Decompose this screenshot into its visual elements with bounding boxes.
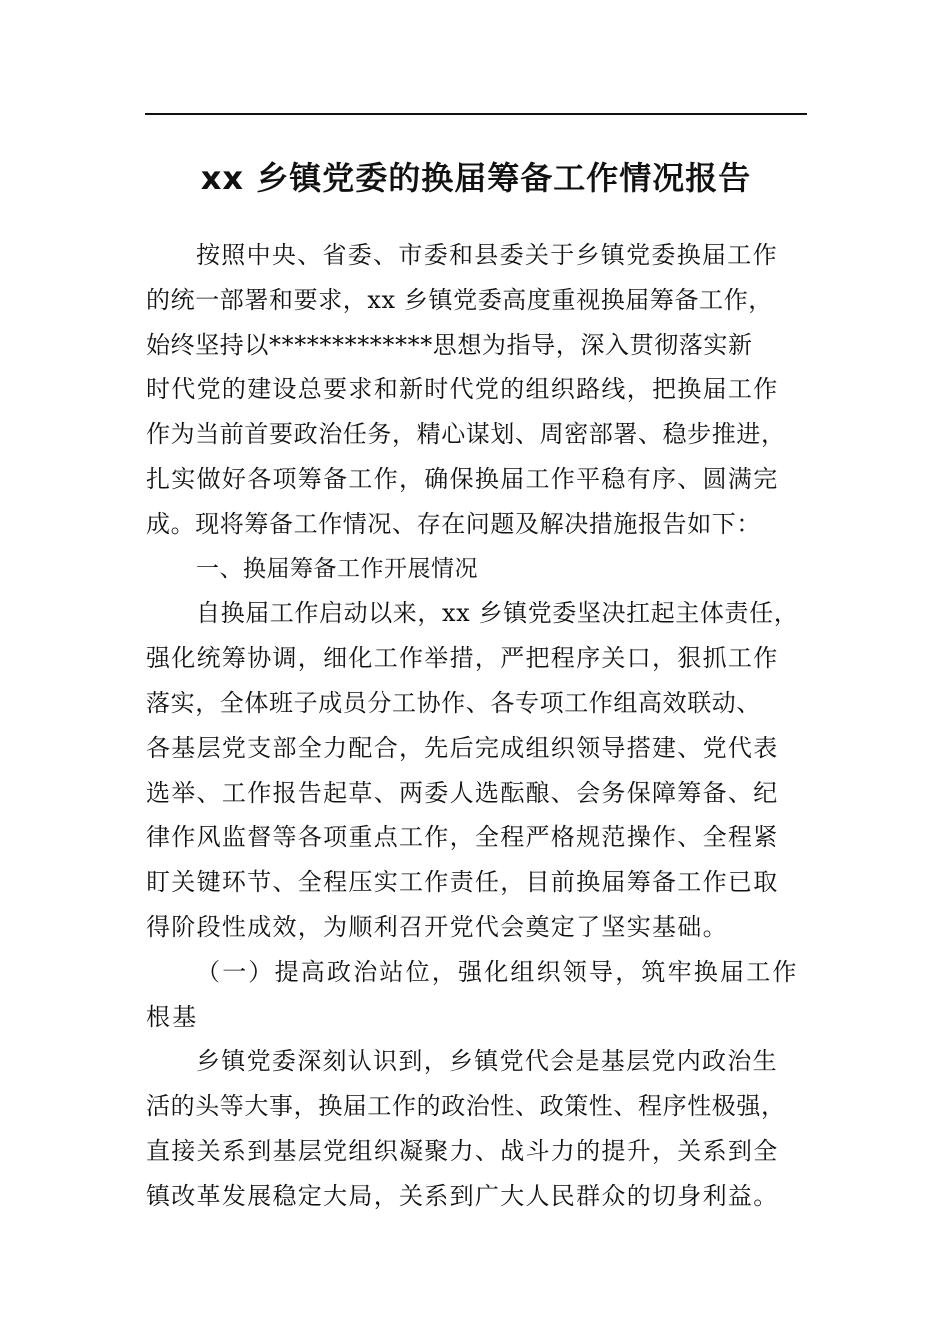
paragraph-line: 扎实做好各项筹备工作，确保换届工作平稳有序、圆满完 [146,464,779,493]
paragraph-line: 成。现将筹备工作情况、存在问题及解决措施报告如下： [146,509,761,538]
paragraph-line: 盯关键环节、全程压实工作责任，目前换届筹备工作已取 [146,868,779,897]
paragraph-line: 强化统筹协调，细化工作举措，严把程序关口，狠抓工作 [146,644,779,673]
paragraph-line: 始终坚持以*************思想为指导，深入贯彻落实新 [146,330,753,359]
paragraph-line: 直接关系到基层党组织凝聚力、战斗力的提升，关系到全 [146,1136,779,1165]
paragraph-line: 作为当前首要政治任务，精心谋划、周密部署、稳步推进， [146,420,786,449]
document-body [146,233,808,1219]
paragraph-line: 落实，全体班子成员分工协作、各专项工作组高效联动、 [146,688,761,717]
section-heading: 一、换届筹备工作开展情况 [196,555,478,582]
paragraph-line: 自换届工作启动以来，xx 乡镇党委坚决扛起主体责任， [196,599,799,628]
paragraph-line: 选举、工作报告起草、两委人选酝酿、会务保障筹备、纪 [146,778,779,807]
paragraph-line: 律作风监督等各项重点工作，全程严格规范操作、全程紧 [146,823,779,852]
header-rule [145,113,807,115]
paragraph-line: 各基层党支部全力配合，先后完成组织领导搭建、党代表 [146,733,779,762]
subsection-heading: （一）提高政治站位，强化组织领导，筑牢换届工作 [196,957,799,986]
paragraph-line: 的统一部署和要求，xx 乡镇党委高度重视换届筹备工作， [146,285,773,314]
paragraph-line: 镇改革发展稳定大局，关系到广大人民群众的切身利益。 [146,1181,779,1210]
paragraph-line: 得阶段性成效，为顺利召开党代会奠定了坚实基础。 [146,912,728,941]
paragraph-line: 按照中央、省委、市委和县委关于乡镇党委换届工作 [196,241,778,269]
paragraph-line: 活的头等大事，换届工作的政治性、政策性、程序性极强， [146,1092,786,1121]
document-title: xx 乡镇党委的换届筹备工作情况报告 [200,159,752,197]
paragraph-line: 乡镇党委深刻认识到，乡镇党代会是基层党内政治生 [196,1047,778,1076]
paragraph-line: 时代党的建设总要求和新时代党的组织路线，把换届工作 [146,375,779,404]
subsection-heading-continued: 根基 [146,1002,199,1031]
